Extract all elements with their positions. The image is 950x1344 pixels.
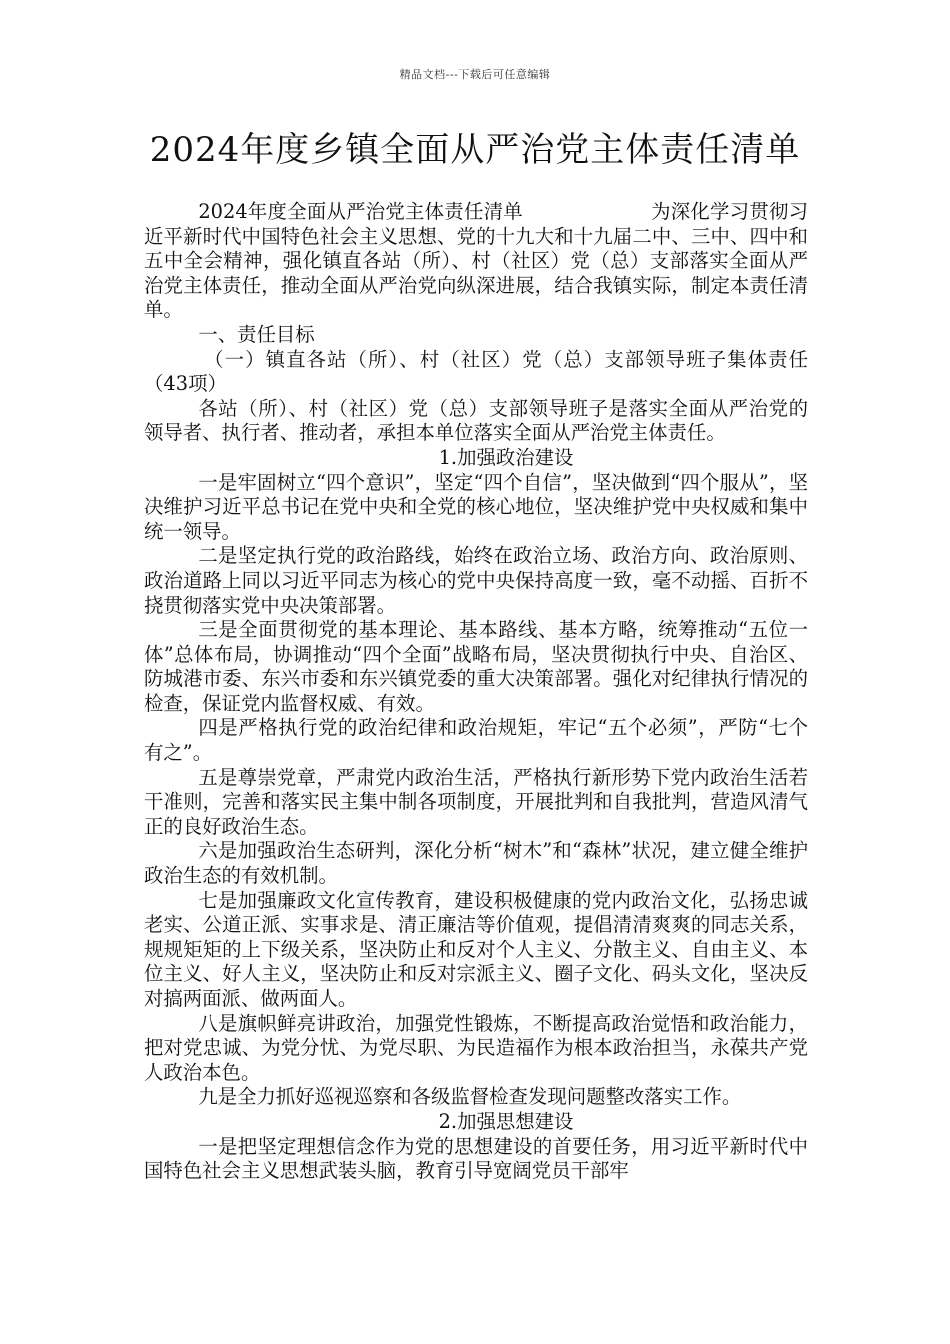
document-title: 2024年度乡镇全面从严治党主体责任清单 — [149, 130, 801, 170]
intro-paragraph — [144, 200, 808, 323]
header-note: 精品文档---下载后可任意编辑 — [399, 68, 551, 81]
ideological-item: 一是把坚定理想信念作为党的思想建设的首要任务，用习近平新时代中国特色社会主义思想武装头脑，教育引导宽阔党员干部牢 — [144, 1134, 808, 1183]
political-item: 九是全力抓好巡视巡察和各级监督检查发现问题整改落实工作。 — [198, 1085, 742, 1109]
political-item: 四是严格执行党的政治纪律和政治规矩，牢记“五个必须”，严防“七个有之”。 — [144, 716, 808, 765]
heading-political-construction: 1.加强政治建设 — [438, 445, 574, 469]
political-item: 八是旗帜鲜亮讲政治，加强党性锻炼，不断提高政治觉悟和政治能力，把对党忠诚、为党分忧、为党尽职、为民造福作为根本政治担当，永葆共产党人政治本色。 — [144, 1011, 808, 1084]
political-item: 一是牢固树立“四个意识”，坚定“四个自信”，坚决做到“四个服从”，坚决维护习近平总书记在党中央和全党的核心地位，坚决维护党中央权威和集中统一领导。 — [144, 470, 808, 543]
subsection-heading-1: （一）镇直各站（所）、村（社区）党（总）支部领导班子集体责任（43项） — [144, 347, 808, 396]
political-item: 七是加强廉政文化宣传教育，建设积极健康的党内政治文化，弘扬忠诚老实、公道正派、实事求是、清正廉洁等价值观，提倡清清爽爽的同志关系，规规矩矩的上下级关系，坚决防止和反对个人主义、分散主义、自由主义、本位主义、好人主义，坚决防止和反对宗派主义、圈子文化、码头文化，坚决反对搞两面派、做两面人。 — [144, 888, 808, 1010]
political-item: 三是全面贯彻党的基本理论、基本路线、基本方略，统筹推动“五位一体”总体布局，协调推动“四个全面”战略布局，坚决贯彻执行中央、自治区、防城港市委、东兴市委和东兴镇党委的重大决策部署。强化对纪律执行情况的检查，保证党内监督权威、有效。 — [144, 618, 808, 715]
document-body — [144, 200, 808, 1184]
section-heading-1: 一、责任目标 — [198, 322, 315, 346]
intro-lead: 2024年度全面从严治党主体责任清单 — [198, 200, 523, 223]
heading-ideological-construction: 2.加强思想建设 — [438, 1109, 574, 1133]
political-item: 二是坚定执行党的政治路线，始终在政治立场、政治方向、政治原则、政治道路上同以习近平同志为核心的党中央保持高度一致，毫不动摇、百折不挠贯彻落实党中央决策部署。 — [144, 544, 808, 617]
intro-rest-first: 为深化学习 — [650, 200, 750, 223]
intro-rest: 贯彻习近平新时代中国特色社会主义思想、党的十九大和十九届二中、三中、四中和五中全会精神，强化镇直各站（所）、村（社区）党（总）支部落实全面从严治党主体责任，推动全面从严治党向纵深进展，结合我镇实际，制定本责任清单。 — [144, 200, 808, 322]
political-item: 六是加强政治生态研判，深化分析“树木”和“森林”状况，建立健全维护政治生态的有效机制。 — [144, 839, 808, 888]
political-item: 五是尊崇党章，严肃党内政治生活，严格执行新形势下党内政治生活若干准则，完善和落实民主集中制各项制度，开展批判和自我批判，营造风清气正的良好政治生态。 — [144, 765, 808, 838]
subsection-paragraph: 各站（所）、村（社区）党（总）支部领导班子是落实全面从严治党的领导者、执行者、推动者，承担本单位落实全面从严治党主体责任。 — [144, 396, 808, 445]
